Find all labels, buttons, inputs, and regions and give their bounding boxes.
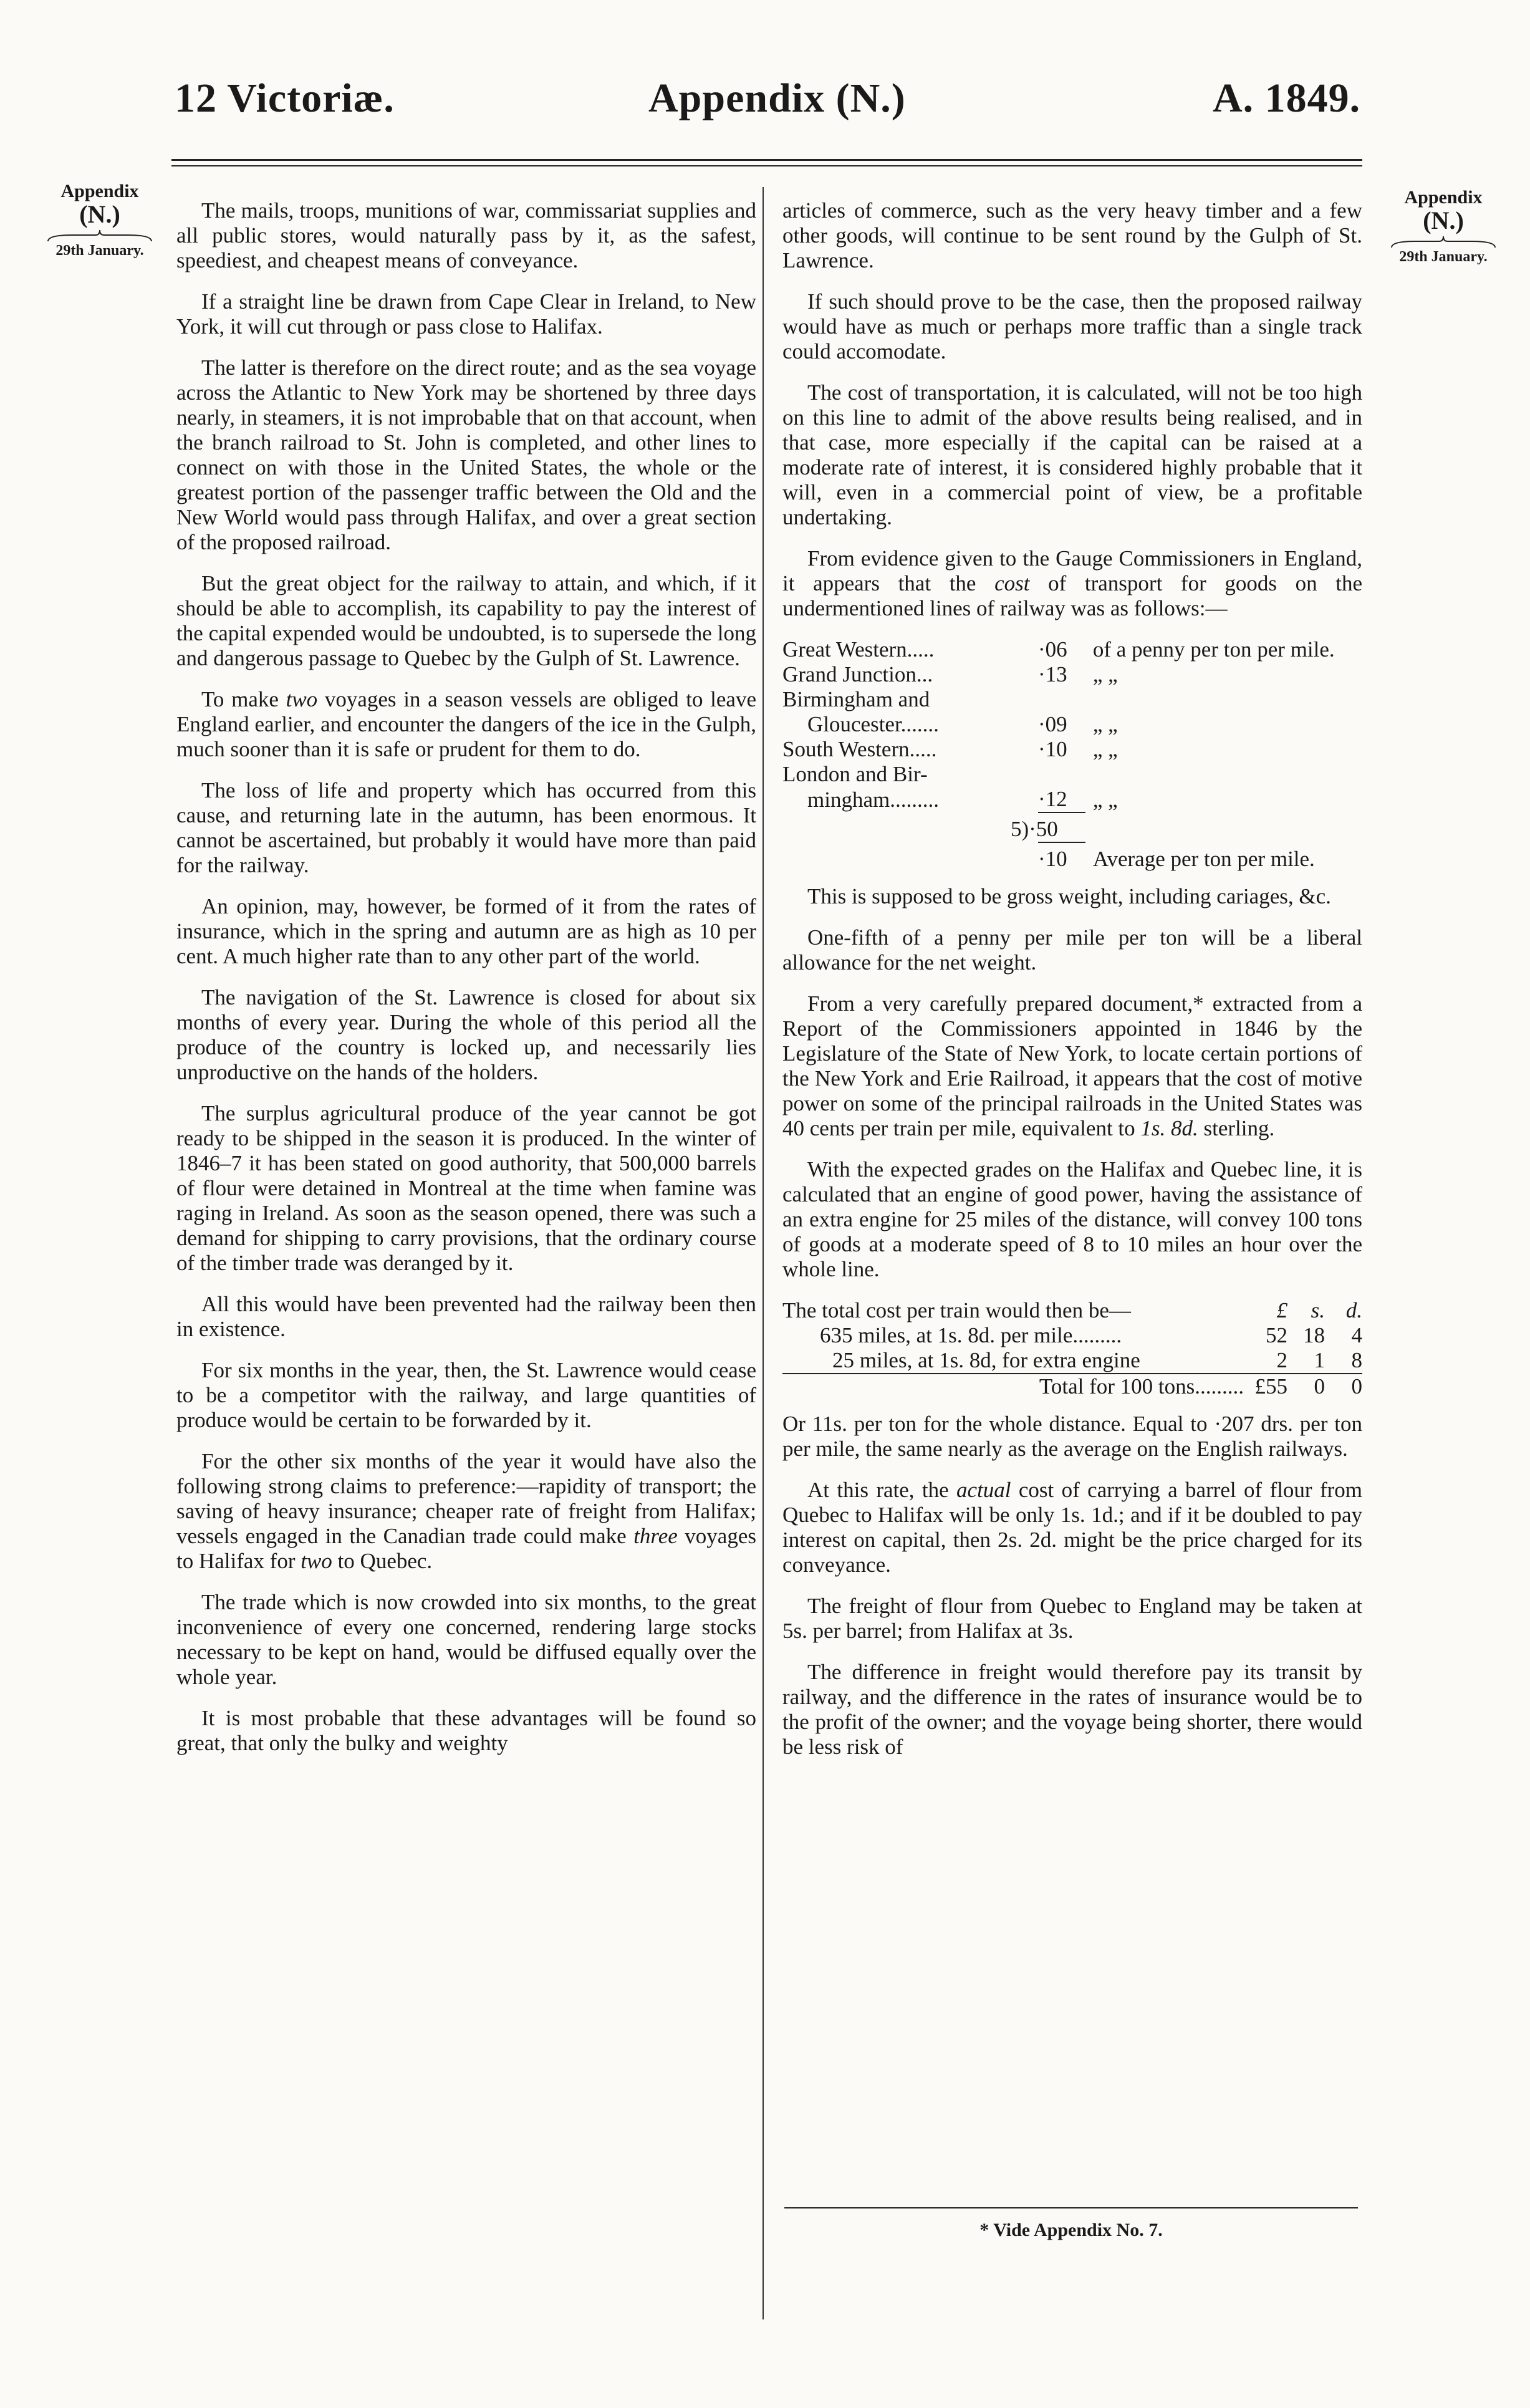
header-appendix: Appendix (N.) bbox=[648, 75, 906, 121]
railway-name: South Western..... bbox=[782, 737, 937, 761]
italic-text: three bbox=[633, 1524, 678, 1548]
table-row bbox=[782, 1348, 1362, 1374]
text-run: cost of carrying a barrel of flour from Quebec to Halifax will be only 1s. 1d.; and if it be doubled to pay interest on capital, then 2s. 2d. might be the price charged for its conveyance. bbox=[782, 1478, 1362, 1577]
cost-label: 635 miles, at 1s. 8d. per mile......... bbox=[820, 1323, 1122, 1347]
paragraph bbox=[176, 687, 756, 762]
cost-intro: The total cost per train would then be— bbox=[782, 1298, 1131, 1322]
table-row bbox=[782, 737, 1362, 762]
paragraph: This is supposed to be gross weight, including cariages, &c. bbox=[807, 884, 1331, 908]
margin-ref: (N.) bbox=[79, 200, 120, 228]
paragraph bbox=[782, 991, 1362, 1141]
cost-pence: 4 bbox=[1351, 1323, 1362, 1347]
text-run: to Quebec. bbox=[332, 1549, 433, 1573]
paragraph: But the great object for the railway to attain, and which, if it should be able to accomplish, its capability to pay the interest of the capital expended would be undoubted, is to supersede the long and dangerous passage to Quebec by the Gulph of St. Lawrence. bbox=[176, 571, 756, 670]
railway-name: mingham......... bbox=[807, 787, 939, 812]
railway-name: Grand Junction... bbox=[782, 662, 933, 686]
text-run: For the other six months of the year it would have also the following strong claims to preference:—rapidity of transport; the saving of heavy insurance; cheaper rate of freight from Halifax; vessels engaged in the Canadian trade could make bbox=[176, 1449, 756, 1548]
italic-text: two bbox=[301, 1549, 332, 1573]
rate-value: ·09 bbox=[1038, 712, 1067, 736]
margin-date: 29th January. bbox=[1399, 249, 1488, 265]
pounds-header: £ bbox=[1276, 1298, 1287, 1322]
rate-unit: of a penny per ton per mile. bbox=[1092, 637, 1335, 662]
paragraph bbox=[782, 546, 1362, 621]
footnote-rule bbox=[784, 2207, 1358, 2208]
text-run: To make bbox=[201, 687, 286, 711]
paragraph bbox=[782, 1478, 1362, 1577]
rate-unit: „ „ bbox=[1092, 712, 1118, 736]
table-row bbox=[782, 762, 1362, 787]
page-header bbox=[0, 75, 1530, 137]
paragraph: The loss of life and property which has occurred from this cause, and returning late in the autumn, has been enormous. It cannot be ascertained, but probably it would have more than paid for the railway. bbox=[176, 778, 756, 877]
margin-note-right bbox=[1381, 187, 1506, 266]
paragraph: An opinion, may, however, be formed of it from the rates of insurance, which in the spring and autumn are as high as 10 per cent. A much higher rate than to any other part of the world. bbox=[176, 894, 756, 968]
rate-value: ·06 bbox=[1038, 637, 1067, 662]
paragraph: The trade which is now crowded into six months, to the great inconvenience of every one concerned, rendering large stocks necessary to be kept on hand, would be diffused equally over the whole year. bbox=[176, 1590, 756, 1689]
text-run: of transport for goods on the undermentioned lines of railway was as follows:— bbox=[782, 571, 1362, 620]
spacer-cell bbox=[1085, 812, 1362, 842]
cost-pounds: 2 bbox=[1276, 1348, 1287, 1372]
rate-value bbox=[1038, 762, 1085, 787]
rate-value: ·10 bbox=[1038, 737, 1067, 761]
rate-value: ·12 bbox=[1038, 787, 1067, 811]
railway-name: Gloucester....... bbox=[807, 712, 939, 736]
column-divider bbox=[762, 187, 764, 2319]
cost-pence: 8 bbox=[1351, 1348, 1362, 1372]
paragraph: For six months in the year, then, the St. Lawrence would cease to be a competitor with the railway, and large quantities of produce would be certain to be forwarded by it. bbox=[176, 1358, 756, 1432]
header-rule-secondary bbox=[171, 165, 1362, 166]
margin-label: Appendix bbox=[1404, 187, 1483, 208]
paragraph: If a straight line be drawn from Cape Clear in Ireland, to New York, it will cut through or pass close to Halifax. bbox=[176, 289, 756, 339]
margin-note-left bbox=[37, 181, 162, 259]
right-column bbox=[782, 198, 1362, 1776]
railway-cost-table bbox=[782, 637, 1362, 872]
railway-name: Great Western..... bbox=[782, 637, 935, 662]
paragraph: One-fifth of a penny per mile per ton will be a liberal allowance for the net weight. bbox=[782, 925, 1362, 975]
table-row bbox=[782, 842, 1362, 872]
paragraph: With the expected grades on the Halifax and Quebec line, it is calculated that an engine of good power, having the assistance of an extra engine for 25 miles of the distance, will convey 100 tons of goods at a moderate speed of 8 to 10 miles an hour over the whole line. bbox=[782, 1157, 1362, 1281]
italic-text: 1s. 8d. bbox=[1140, 1116, 1198, 1140]
text-run: voyages to Halifax for bbox=[176, 1524, 756, 1573]
italic-text: actual bbox=[956, 1478, 1011, 1502]
paragraph: If such should prove to be the case, then the proposed railway would have as much or perhaps more traffic than a single track could accomodate. bbox=[782, 289, 1362, 364]
cost-total-pounds: £55 bbox=[1250, 1374, 1287, 1399]
rate-unit bbox=[1085, 687, 1362, 712]
rate-average-value: ·10 bbox=[1038, 842, 1085, 872]
table-row bbox=[782, 1298, 1362, 1323]
table-row bbox=[782, 1323, 1362, 1348]
table-row bbox=[782, 712, 1362, 737]
cost-shillings: 18 bbox=[1303, 1323, 1325, 1347]
table-row bbox=[782, 787, 1362, 812]
rate-unit: „ „ bbox=[1092, 662, 1118, 686]
paragraph: The cost of transportation, it is calculated, will not be too high on this line to admit of the above results being realised, and in that case, more especially if the capital can be raised at a moderate rate of interest, it is considered highly probable that it will, even in a commercial point of view, be a profitable undertaking. bbox=[782, 380, 1362, 529]
header-session: 12 Victoriæ. bbox=[175, 75, 395, 121]
paragraph bbox=[176, 1449, 756, 1574]
margin-ref: (N.) bbox=[1423, 206, 1464, 234]
table-row bbox=[782, 637, 1362, 662]
rate-average-label: Average per ton per mile. bbox=[1092, 847, 1315, 871]
paragraph: The surplus agricultural produce of the year cannot be got ready to be shipped in the season it is produced. In the winter of 1846–7 it has been stated on good authority, that 500,000 barrels of flour were detained in Montreal at the time when famine was raging in Ireland. As soon as the season opened, there was such a demand for shipping to carry provisions, that the ordinary course of the timber trade was deranged by it. bbox=[176, 1101, 756, 1275]
italic-text: cost bbox=[994, 571, 1030, 595]
pence-header: d. bbox=[1345, 1298, 1362, 1322]
paragraph: It is most probable that these advantages will be found so great, that only the bulky and weighty bbox=[176, 1706, 756, 1755]
brace-icon bbox=[1390, 235, 1496, 249]
railway-name: Birmingham and bbox=[782, 687, 930, 711]
paragraph: articles of commerce, such as the very heavy timber and a few other goods, will continue to be sent round by the Gulph of St. Lawrence. bbox=[782, 198, 1362, 272]
italic-text: two bbox=[286, 687, 318, 711]
text-run: At this rate, the bbox=[807, 1478, 957, 1502]
paragraph: Or 11s. per ton for the whole distance. Equal to ·207 drs. per ton per mile, the same nearly as the average on the English railways. bbox=[782, 1412, 1362, 1461]
rate-value: ·13 bbox=[1038, 662, 1067, 686]
rate-unit: „ „ bbox=[1092, 737, 1118, 761]
brace-icon bbox=[47, 229, 153, 243]
railway-name: London and Bir- bbox=[782, 762, 928, 786]
text-run: From evidence given to the Gauge Commissioners in England, it appears that the bbox=[782, 546, 1362, 595]
header-rule bbox=[171, 159, 1362, 161]
table-row bbox=[782, 662, 1362, 687]
header-year: A. 1849. bbox=[1213, 75, 1361, 121]
table-row bbox=[782, 687, 1362, 712]
cost-total-label: Total for 100 tons......... bbox=[782, 1374, 1250, 1399]
rate-unit: „ „ bbox=[1092, 787, 1118, 812]
footnote: * Vide Appendix No. 7. bbox=[979, 2220, 1163, 2240]
table-row bbox=[782, 812, 1362, 842]
table-row bbox=[782, 1374, 1362, 1399]
spacer-cell bbox=[782, 842, 1038, 872]
cost-total-shillings: 0 bbox=[1287, 1374, 1325, 1399]
paragraph: The mails, troops, munitions of war, commissariat supplies and all public stores, would naturally pass by it, as the safest, speediest, and cheapest means of conveyance. bbox=[176, 198, 756, 272]
margin-date: 29th January. bbox=[55, 243, 144, 259]
cost-label: 25 miles, at 1s. 8d, for extra engine bbox=[832, 1348, 1140, 1372]
text-run: From a very carefully prepared document,* extracted from a Report of the Commissioners appointed in 1846 by the Legislature of the State of New York, to locate certain portions of the New York and Erie Railroad, it appears that the cost of motive power on some of the principal railroads in the United States was 40 cents per train per mile, equivalent to bbox=[782, 991, 1362, 1140]
paragraph: The navigation of the St. Lawrence is closed for about six months of every year. During the whole of this period all the produce of the country is locked up, and necessarily lies unproductive on the hands of the holders. bbox=[176, 985, 756, 1084]
paragraph: The freight of flour from Quebec to England may be taken at 5s. per barrel; from Halifax at 3s. bbox=[782, 1594, 1362, 1643]
paragraph: The latter is therefore on the direct route; and as the sea voyage across the Atlantic to New York may be shortened by three days nearly, in steamers, it is not improbable that on that account, when the branch railroad to St. John is completed, and other lines to connect on with those in the United States, the whole or the greatest portion of the passenger traffic between the Old and the New World would pass through Halifax, and over a great section of the proposed railroad. bbox=[176, 355, 756, 554]
train-cost-table bbox=[782, 1298, 1362, 1399]
paragraph: All this would have been prevented had the railway been then in existence. bbox=[176, 1292, 756, 1341]
shillings-header: s. bbox=[1311, 1298, 1325, 1322]
margin-label: Appendix bbox=[60, 181, 139, 201]
left-column bbox=[176, 198, 756, 1772]
rate-value bbox=[1038, 687, 1085, 712]
cost-pounds: 52 bbox=[1266, 1323, 1287, 1347]
paragraph: The difference in freight would therefore pay its transit by railway, and the difference in the rates of insurance would be to the profit of the owner; and the voyage being shorter, there would be less risk of bbox=[782, 1660, 1362, 1759]
rate-unit bbox=[1085, 762, 1362, 787]
text-run: voyages in a season vessels are obliged to leave England earlier, and encounter the dangers of the ice in the Gulph, much sooner than it is safe or prudent for them to do. bbox=[176, 687, 756, 761]
text-run: sterling. bbox=[1198, 1116, 1275, 1140]
cost-total-pence: 0 bbox=[1325, 1374, 1362, 1399]
rate-sum: 5)·50 bbox=[1011, 812, 1058, 842]
spacer-cell bbox=[782, 812, 1038, 842]
cost-shillings: 1 bbox=[1314, 1348, 1325, 1372]
